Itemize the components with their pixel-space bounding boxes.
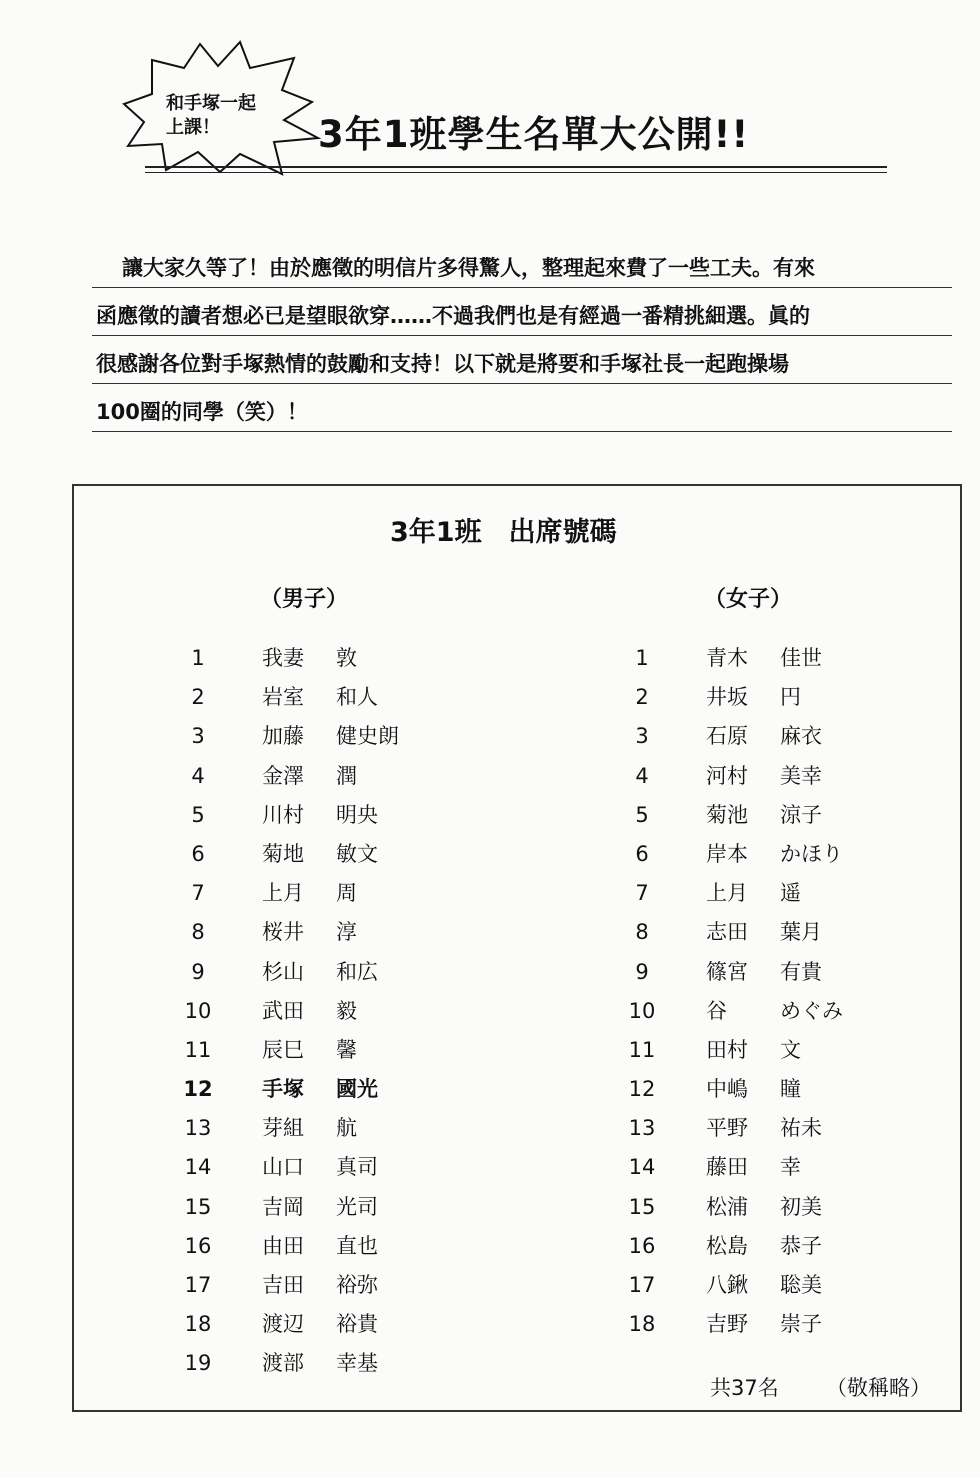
seat-number: 6 (191, 841, 205, 866)
given-name: 馨 (336, 1037, 357, 1062)
family-name: 井坂 (706, 685, 748, 710)
given-name: 真司 (336, 1155, 378, 1180)
roster-box (72, 484, 962, 1412)
given-name: 初美 (780, 1194, 822, 1219)
roster-title: 3年1班 出席號碼 (390, 517, 617, 548)
given-name: 聡美 (780, 1273, 822, 1297)
family-name: 岩室 (262, 685, 304, 710)
family-name: 岸本 (706, 841, 748, 866)
family-name: 菊池 (706, 802, 748, 827)
seat-number: 3 (635, 724, 649, 749)
seat-number: 4 (635, 763, 649, 788)
given-name: 淳 (336, 920, 357, 945)
given-name: 瞳 (780, 1077, 801, 1102)
given-name: 裕弥 (336, 1273, 378, 1297)
family-name: 谷 (706, 998, 727, 1023)
family-name: 山口 (262, 1155, 304, 1180)
seat-number: 2 (635, 685, 649, 710)
seat-number: 14 (628, 1155, 656, 1180)
seat-number: 9 (635, 959, 649, 984)
given-name: かほり (780, 841, 843, 866)
family-name: 吉野 (706, 1312, 748, 1337)
given-name: 幸基 (336, 1351, 378, 1376)
title-underline (145, 166, 887, 168)
total-count: 共37名 (710, 1376, 779, 1400)
burst-line-1: 和手塚一起 (166, 93, 256, 114)
family-name: 青木 (706, 646, 748, 670)
seat-number: 11 (628, 1037, 656, 1062)
family-name: 我妻 (262, 646, 304, 670)
family-name: 武田 (262, 998, 304, 1023)
family-name: 八鍬 (706, 1273, 748, 1297)
family-name: 河村 (706, 763, 748, 788)
seat-number: 13 (628, 1116, 656, 1141)
seat-number: 5 (635, 802, 649, 827)
family-name: 芽組 (262, 1116, 304, 1141)
family-name: 上月 (262, 881, 304, 906)
intro-line: 100圈的同學（笑）！ (92, 384, 952, 432)
intro-paragraph (92, 240, 952, 432)
family-name: 石原 (706, 724, 748, 749)
family-name: 篠宮 (706, 959, 748, 984)
given-name: 健史朗 (336, 724, 399, 749)
family-name: 辰巳 (262, 1037, 304, 1062)
given-name: 直也 (336, 1233, 378, 1258)
family-name: 松島 (706, 1233, 748, 1258)
given-name: 円 (780, 685, 801, 710)
given-name: 周 (336, 881, 357, 906)
seat-number: 1 (191, 646, 205, 670)
seat-number: 3 (191, 724, 205, 749)
title-underline-thin (145, 172, 887, 173)
given-name: 光司 (336, 1194, 378, 1219)
seat-number: 14 (184, 1155, 212, 1180)
given-name: 葉月 (780, 920, 822, 945)
given-name: 裕貴 (336, 1312, 378, 1337)
seat-number: 13 (184, 1116, 212, 1141)
seat-number: 16 (628, 1233, 656, 1258)
given-name: 涼子 (780, 802, 822, 827)
given-name: 明央 (336, 802, 378, 827)
family-name: 吉田 (262, 1273, 304, 1297)
given-name: 國光 (336, 1077, 378, 1102)
seat-number: 10 (184, 998, 212, 1023)
given-name: めぐみ (780, 998, 843, 1023)
intro-line: 函應徵的讀者想必已是望眼欲穿……不過我們也是有經過一番精挑細選。眞的 (92, 288, 952, 336)
given-name: 航 (336, 1116, 357, 1141)
given-name: 有貴 (780, 959, 822, 984)
seat-number: 15 (184, 1194, 212, 1219)
given-name: 麻衣 (780, 724, 822, 749)
given-name: 祐未 (780, 1116, 822, 1141)
family-name: 田村 (706, 1037, 748, 1062)
seat-number: 11 (184, 1037, 212, 1062)
seat-number: 17 (628, 1273, 656, 1297)
family-name: 渡辺 (262, 1312, 304, 1337)
honorific-note: （敬稱略） (826, 1376, 931, 1400)
seat-number: 7 (191, 881, 205, 906)
seat-number: 4 (191, 763, 205, 788)
family-name: 藤田 (706, 1155, 748, 1180)
seat-number: 12 (183, 1077, 213, 1102)
seat-number: 18 (628, 1312, 656, 1337)
family-name: 手塚 (262, 1077, 304, 1102)
family-name: 吉岡 (262, 1194, 304, 1219)
female-heading: （女子） (704, 587, 793, 612)
family-name: 金澤 (262, 763, 304, 788)
page-title: 3年1班學生名單大公開!! (318, 113, 750, 156)
seat-number: 10 (628, 998, 656, 1023)
seat-number: 5 (191, 802, 205, 827)
given-name: 美幸 (780, 763, 822, 788)
family-name: 杉山 (262, 959, 304, 984)
seat-number: 17 (184, 1273, 212, 1297)
given-name: 潤 (336, 763, 357, 788)
given-name: 和広 (336, 959, 378, 984)
given-name: 遥 (780, 881, 801, 906)
family-name: 渡部 (262, 1351, 304, 1376)
seat-number: 1 (635, 646, 649, 670)
given-name: 文 (780, 1037, 801, 1062)
starburst-caption (166, 92, 286, 140)
given-name: 敏文 (336, 841, 378, 866)
seat-number: 15 (628, 1194, 656, 1219)
family-name: 平野 (706, 1116, 748, 1141)
seat-number: 8 (191, 920, 205, 945)
burst-line-2: 上課！ (166, 117, 220, 138)
seat-number: 9 (191, 959, 205, 984)
intro-line: 讓大家久等了！由於應徵的明信片多得驚人，整理起來費了一些工夫。有來 (92, 240, 952, 288)
seat-number: 12 (628, 1077, 656, 1102)
seat-number: 2 (191, 685, 205, 710)
seat-number: 18 (184, 1312, 212, 1337)
seat-number: 16 (184, 1233, 212, 1258)
male-heading: （男子） (260, 587, 349, 612)
intro-line: 很感謝各位對手塚熱情的鼓勵和支持！以下就是將要和手塚社長一起跑操場 (92, 336, 952, 384)
given-name: 崇子 (780, 1312, 822, 1337)
given-name: 恭子 (780, 1233, 822, 1258)
given-name: 和人 (336, 685, 378, 710)
family-name: 菊地 (262, 841, 304, 866)
family-name: 由田 (262, 1233, 304, 1258)
seat-number: 8 (635, 920, 649, 945)
seat-number: 7 (635, 881, 649, 906)
family-name: 加藤 (262, 724, 304, 749)
family-name: 桜井 (262, 920, 304, 945)
given-name: 毅 (336, 998, 357, 1023)
family-name: 川村 (262, 802, 304, 827)
given-name: 幸 (780, 1155, 801, 1180)
seat-number: 6 (635, 841, 649, 866)
family-name: 中嶋 (706, 1077, 748, 1102)
seat-number: 19 (184, 1351, 212, 1376)
family-name: 松浦 (706, 1194, 748, 1219)
family-name: 上月 (706, 881, 748, 906)
family-name: 志田 (706, 920, 748, 945)
given-name: 佳世 (780, 646, 822, 670)
given-name: 敦 (336, 646, 357, 670)
